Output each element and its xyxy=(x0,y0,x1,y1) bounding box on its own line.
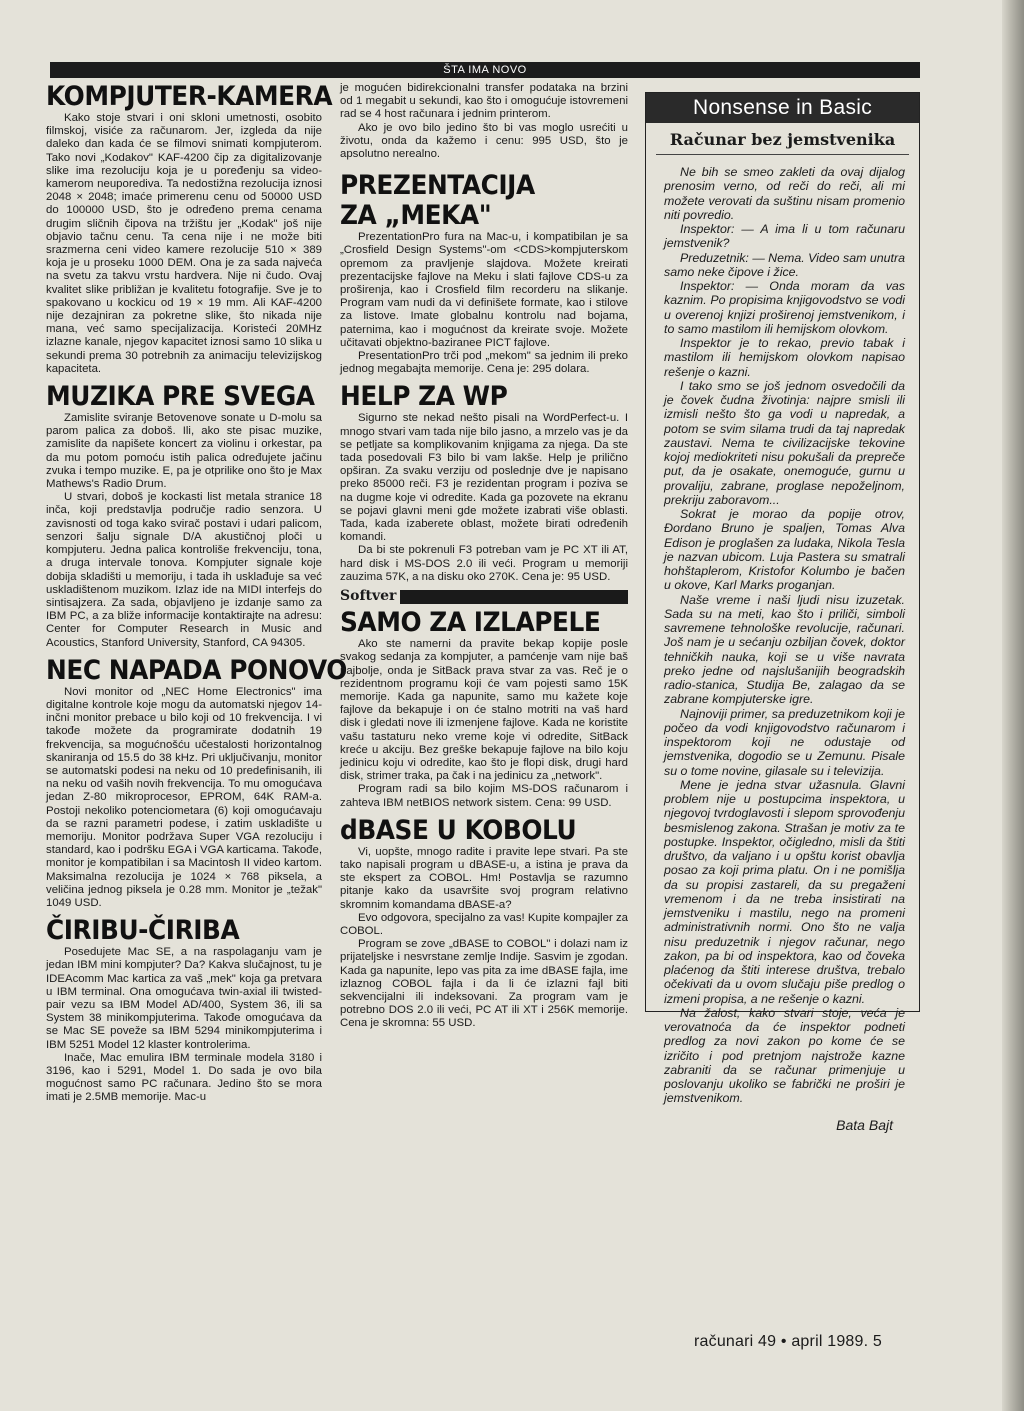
article-paragraph: Da bi ste pokrenuli F3 potreban vam je PC XT ili AT, hard disk i MS-DOS 2.0 ili veći. Program u memoriji zauzima 57K, a na disku oko 270K. Cena je: 95 USD. xyxy=(340,544,628,583)
article-title: KOMPJUTER-KAMERA xyxy=(46,81,333,112)
box-title: Nonsense in Basic xyxy=(646,93,919,123)
signature: Bata Bajt xyxy=(836,1116,893,1133)
page-edge xyxy=(1002,0,1024,1411)
box-paragraph: Na žalost, kako stvari stoje, veća je verovatnoća da će inspektor podneti predlog za novi zakon po kome će se izričito i pod pretnjom najstrože kazne zabraniti da se računar primenjuje u poslovanju ukoliko se fabrički ne proširi je jemstvenikom. xyxy=(664,1005,905,1106)
column-box xyxy=(645,92,920,1133)
box-paragraph: Mene je jedna stvar užasnula. Glavni problem nije u postupcima inspektora, u njegovoj tvrdoglavosti i slepom sprovođenju besmislenog zakona. Strašan je motiv za te postupke. Inspektor, očigledno, misli da štiti društvo, da valjano i u opštu korist obavlja posao za koji prima platu. On i ne pomišlja da su propisi zastareli, da su pregaženi vremenom i da ne treba insistirati na jemstveniku i mastilu, nego na promeni administrativnih normi. Ono što ne valja nisu preduzetnik i njegov računar, nego zakon, pa bi od inspektora, kao od čoveka plaćenog da štiti interese društva, trebalo očekivati da u ovom slučaju piše predlog o izmeni propisa, a ne rešenje o kazni. xyxy=(664,777,905,1006)
box-paragraph: Inspektor je to rekao, previo tabak i mastilom ili hemijskom olovkom napisao rešenje o kazni. xyxy=(664,336,905,379)
box-subtitle: Računar bez jemstvenika xyxy=(656,123,909,155)
box-paragraph: Najnoviji primer, sa preduzetnikom koji je počeo da vodi knjigovodstvo računarom i inspektorom koji ne odustaje od jemstvenika, dogodio se u Zemunu. Pisale su o tome novine, gilasale su i televizija. xyxy=(664,706,905,778)
article-paragraph: Program se zove „dBASE to COBOL" i dolazi nam iz prijateljske i nesvrstane zemlje Indije. Sasvim je zgodan. Kada ga napunite, lepo vas pita za ime dBASE fajla, ime izlaznog COBOL fajla i da li će izlazni fajl biti sekvencijalni ili indeksovani. Za program vam je potrebno DOS 2.0 ili veći, PC AT ili XT i 256K memorije. Cena je skromna: 55 USD. xyxy=(340,938,628,1030)
article-title: PREZENTACIJA xyxy=(340,170,535,202)
article-paragraph: Evo odgovora, specijalno za vas! Kupite kompajler za COBOL. xyxy=(340,911,628,937)
article-paragraph: Sigurno ste nekad nešto pisali na WordPerfect-u. I mnogo stvari vam tada nije bilo jasno, a mrzelo vas je da se petljate sa komplikovanim knjigama za njega. Da ste tada posedovali F3 bilo bi vam lakše. Help je prilično opširan. Za svaku verziju od poslednje dve je napisano preko 85000 reči. F3 je rezidentan program i poziva se na dugme koje vi odredite. Kada ga pozovete na ekranu se pojavi glavni meni gde možete izabrati više oblasti. Tada, kada izaberete oblast, možete birati određenih komandi. xyxy=(340,412,628,544)
column-3 xyxy=(645,92,920,1133)
box-body xyxy=(646,155,919,1132)
article-paragraph: Inače, Mac emulira IBM terminale modela 3180 i 3196, kao i 5291, Model 1. Do sada je ovo bila mogućnost samo PC računara. Jedino što se mora imati je 2.5MB memorije. Mac-u xyxy=(46,1051,322,1104)
softver-label: Softver xyxy=(340,588,397,605)
box-paragraph: Preduzetnik: — Nema. Video sam unutra samo neke čipove i žice. xyxy=(664,250,905,279)
article-title: dBASE U KOBOLU xyxy=(340,814,577,846)
article-paragraph: Zamislite sviranje Betovenove sonate u D-molu sa parom palica za doboš. Ili, ako ste pisac muzike, zamislite da napišete koncert za violinu i orkestar, pa da mu potom pomoću istih palica određujete jačinu zvuka i tempo muzike. E, pa je otprilike ono što je Max Mathews's Radio Drum. xyxy=(46,412,322,491)
article-title: MUZIKA PRE SVEGA xyxy=(46,381,315,413)
article-title: HELP ZA WP xyxy=(340,381,508,413)
article-paragraph: U stvari, doboš je kockasti list metala stranice 18 inča, koji predstavlja područje radio senzora. U zavisnosti od toga kako svirač postavi i udari palicom, senzori šalju signale D/A akustičnoj ploči u kompjuteru. Jedna palica kontroliše frekvenciju, tona, a druga intervale tonova. Kompjuter signale koje dobija skladišti u memoriju, i tada ih usklađuje sa već uskladištenom muzikom. Izlaz ide na MIDI interfejs do sintisajzera. Za sada, objavljeno je izdanje samo za IBM PC, a za bliže informacije kontaktirajte na adresu: Center for Computer Research in Music and Acoustics, Stanford University, Stanford, CA 94305. xyxy=(46,491,322,649)
column-2 xyxy=(340,82,628,1031)
article-title: ZA „MEKA" xyxy=(340,200,492,232)
article-paragraph: Ako je ovo bilo jedino što bi vas moglo usrećiti u životu, onda da kažemo i cenu: 995 USD, što je apsolutno nerealno. xyxy=(340,121,628,161)
box-paragraph: Inspektor: — Onda moram da vas kaznim. Po propisima knjigovodstvo se vodi u overenoj knjizi proširenoj jemstvenikom, i to samo mastilom ili hemijskom olovkom. xyxy=(664,279,905,336)
box-paragraph: Naše vreme i naši ljudi nisu izuzetak. Sada su na meti, kao što i priliči, simboli savremene tehnološke revolucije, računari. Još nam je u sećanju ozbiljan čovek, doktor tehničkih nauka, koji se u više navrata preko jedne od najslušanijih beogradskih radio-stanica, Studija Be, zalagao da se zabrane kompjuterske igre. xyxy=(664,592,905,707)
article-paragraph: Vi, uopšte, mnogo radite i pravite lepe stvari. Pa ste tako napisali program u dBASE-u, a istina je prava da ste ekspert za COBOL. Hm! Postavlja se razumno pitanje kako da usavršite svoj program relativno skromnim komandama dBASE-a? xyxy=(340,845,628,911)
box-paragraph: I tako smo se još jednom osvedočili da je čovek čudna životinja: najpre smisli ili izmisli nešto što ga vodi u napredak, a potom se svim silama trudi da taj napredak zaustavi. Nema te civilizacijske tekovine kojoj mediokriteti nisu pokušali da preprečе put, da je osakate, onemoguće, gurnu u provaliju, zabrane, proglase nepoželjnom, prekriju zaboravom... xyxy=(664,378,905,507)
article-paragraph: Posedujete Mac SE, a na raspolaganju vam je jedan IBM mini kompjuter? Da? Kakva slučajnost, tu je IDEAcomm Mac kartica za vaš „mek" koja ga pretvara u IBM terminal. Ona omogućava twin-axial ili twisted-pair vezu sa IBM Model AD/400, System 36, ili sa System 38 minikompjuterima. Takođe omogućava da se Mac SE poveže sa IBM 5294 minikompjuterima i IBM 5251 Model 12 klaster kontrolerima. xyxy=(46,946,322,1051)
softver-banner xyxy=(340,590,628,604)
article-paragraph: PrezentationPro fura na Mac-u, i kompatibilan je sa „Crosfield Design Systems"-om <CDS>kompjuterskom opremom za pravljenje slajdova. Možete kreirati prezentacijske fajlove na Meku i slati fajlove CDS-u za proširenja, kao i Crosfield film recorderu na slikanje. Program vam nudi da vi definišete formate, kao i stilove za listove. Imate globalnu kontrolu nad bojama, paternima, kao i mogućnost da kreirate svoje. Možete učitavati objektno-baziraneе PICT fajlove. xyxy=(340,231,628,349)
section-header: ŠTA IMA NOVO xyxy=(50,62,920,78)
box-paragraph: Inspektor: — A ima li u tom računaru jemstvenik? xyxy=(664,222,905,251)
article-paragraph: je mogućen bidirekcionalni transfer podataka na brzini od 1 megabit u sekundi, kao što i omogućuje istovremeni rad se 4 host računara i jednim printerom. xyxy=(340,82,628,121)
softver-bar xyxy=(400,590,628,604)
box-paragraph: Sokrat je morao da popije otrov, Đordano Bruno je spaljen, Tomas Alva Edison je proglašen za ludaka, Nikola Tesla je nazvan ubicom. Luja Pastera su smatrali hohštaplerom, Kristofor Kolumbo je bačen u okove, Karl Marks proganjan. xyxy=(664,507,905,593)
box-paragraph: Ne bih se smeo zakleti da ovaj dijalog prenosim verno, od reči do reči, ali mi možete verovati da suštinu nisam promenio niti povredio. xyxy=(664,165,905,222)
article-paragraph: PresentationPro trči pod „mekom" sa jednim ili preko jednog megabajta memorije. Cena je: 295 dolara. xyxy=(340,350,628,376)
article-title: SAMO ZA IZLAPELE xyxy=(340,607,601,639)
article-paragraph: Kako stoje stvari i oni skloni umetnosti, osobito filmskoj, visiće za računarom. Jer, izgleda da nije daleko dan kada će se filmovi snimati kompjuterom. Tako novi „Kodakov" KAF-4200 čip za digitalizovanje slike ima rezoluciju koja je u poređenju sa video-kamerom neuporediva. Ta nedostižna rezolucija iznosi 2048 × 2048; imaće primerenu cenu od 50000 USD do 100000 USD, što je određeno prema cenama drugim sličnih čipova na tržištu jer „Kodak" još nije objavio tačnu cenu. Ta cena nije i ne može biti srazmerna ceni video kamere rezolucije 510 × 389 koja je u proseku 1000 DEM. Ona je za sada najveća na svetu za takvu vrstu hardvera. Nije ni čudo. Ovaj kvalitet slike približan je kvalitetu fotografije. Sve je to spakovano u kockicu od 19 × 19 mm. Ali KAF-4200 nije dezajniran za pokretne slike, što nikada nije mana, već samo specijalizacija. Koristeći 20MHz izlazne kanale, njegov kapacitet iznosi samo 10 slika u sekundi prema 30 potrebnih za animaciju televizijskog kapaciteta. xyxy=(46,112,322,375)
page-footer: računari 49 • april 1989. 5 xyxy=(694,1333,883,1350)
article-title: NEC NAPADA PONOVO xyxy=(46,654,347,686)
article-title: ČIRIBU-ČIRIBA xyxy=(46,915,240,947)
article-paragraph: Ako ste namerni da pravite bekap kopije posle svakog sedanja za kompjuter, a pamćenje vam nije baš najbolje, onda je SitBack prava stvar za vas. Reč je o rezidentnom programu koji će vam pojesti samo 15K memorije. Kada ga napunite, samo mu kažete koje fajlove da bekapuje i on će stalno motriti na vaš hard disk i gledati nove ili izmenjene fajlove. Kada ne koristite vašu tastaturu neko vreme koje vi odredite, SitBack kreće u akciju. Bez greške bekapuje fajlove na bilo koju jedinicu koju vi odredite, kao što je flopi disk, drugi hard disk, strimer traka, pa čak i na jedinicu za „network". xyxy=(340,638,628,783)
column-1 xyxy=(46,81,347,1105)
article-paragraph: Program radi sa bilo kojim MS-DOS računarom i zahteva IBM netBIOS network sistem. Cena: 99 USD. xyxy=(340,783,628,809)
article-paragraph: Novi monitor od „NEC Home Electronics" ima digitalne kontrole koje mogu da automatski njegov 14-inčni monitor prebace u bilo koji od 10 frekvencija. I vi takođe možete da programirate dodatnih 19 frekvencija, sa mogućnošću učestalosti horizontalnog skaniranja od 15.5 do 38 kHz. Pri uključivanju, monitor se automatski podesi na neku od 10 predefinisanih, ili na neku od vaših novih frekvencija. To mu omogućava jedan Z-80 mikroprocesor, EPROM, 64K RAM-a. Postoji nekoliko potenciometara (6) koji omogućavaju da se razni parametri podese, i zatim uskladište u memoriju. Monitor podržava Super VGA rezoluciju i standard, kao i podršku EGA i VGA karticama. Takođe, monitor je kompatibilan i sa Macintosh II video kartom. Maksimalna rezolucija je 1024 × 768 piksela, a veličina jednog piksela je 0.28 mm. Monitor je „težak" 1049 USD. xyxy=(46,685,322,909)
